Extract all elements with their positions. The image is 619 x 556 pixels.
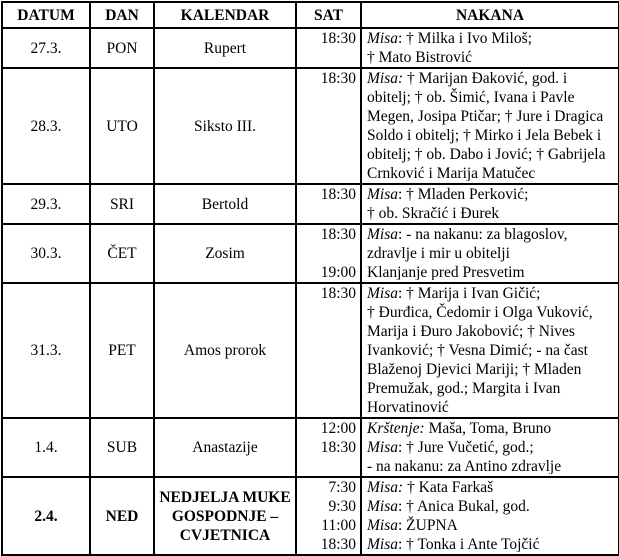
intention-text: - na nakanu: za Antino zdravlje (367, 458, 562, 475)
date-cell: 31.3. (2, 283, 90, 418)
intention-line (367, 244, 614, 263)
intention-type: Misa (367, 498, 398, 515)
intention-line (367, 360, 614, 379)
day-cell: ČET (90, 224, 154, 283)
intention-line (367, 379, 614, 398)
intention-text: Horvatinović (367, 399, 449, 416)
calendar-cell: Anastazije (154, 418, 296, 477)
calendar-cell: Rupert (154, 28, 296, 68)
time-value: 18:30 (320, 186, 356, 203)
day-cell: SRI (90, 184, 154, 224)
header-datum: DATUM (2, 2, 90, 28)
intention-line (367, 263, 614, 282)
table-row (2, 184, 619, 224)
time-value: 9:30 (328, 498, 356, 515)
intention-text: Crnković i Marija Matučec (367, 165, 536, 182)
header-row (2, 2, 619, 28)
time-cell (296, 28, 361, 68)
intention-line (367, 478, 614, 497)
header-sat: SAT (296, 2, 361, 28)
intention-line (367, 516, 614, 535)
calendar-cell: NEDJELJA MUKE GOSPODNJE – CVJETNICA (154, 477, 296, 555)
day-cell: PON (90, 28, 154, 68)
table-row (2, 418, 619, 477)
intention-text: † Đurđica, Čedomir i Olga Vuković, (367, 304, 593, 321)
time-cell (296, 184, 361, 224)
intention-text: zdravlje i mir u obitelji (367, 245, 510, 262)
mass-schedule-table (1, 1, 618, 556)
time-value: 19:00 (320, 264, 356, 281)
intention-line (367, 225, 614, 244)
time-cell (296, 418, 361, 477)
intention-cell (361, 283, 619, 418)
intention-line (367, 497, 614, 516)
intention-text: Ivanković; † Vesna Dimić; - na čast (367, 342, 588, 359)
header-nakana: NAKANA (361, 2, 619, 28)
intention-type: Misa (367, 517, 398, 534)
time-value: 18:30 (320, 226, 356, 243)
intention-type: Krštenje: (367, 420, 425, 437)
time-value: 18:30 (320, 285, 356, 302)
intention-text: : † Mladen Perković; (398, 186, 529, 203)
date-cell: 30.3. (2, 224, 90, 283)
intention-type: Misa: (367, 479, 404, 496)
date-cell: 27.3. (2, 28, 90, 68)
intention-line (367, 164, 614, 183)
time-value: 11:00 (321, 517, 356, 534)
intention-type: Misa (367, 30, 398, 47)
intention-cell (361, 418, 619, 477)
intention-type: Misa (367, 536, 398, 553)
time-cell (296, 283, 361, 418)
intention-text: : † Marija i Ivan Gičić; (398, 285, 541, 302)
intention-line (367, 284, 614, 303)
intention-line (367, 398, 614, 417)
time-value: 18:30 (320, 439, 356, 456)
intention-line (367, 29, 614, 48)
calendar-cell: Zosim (154, 224, 296, 283)
header-dan: DAN (90, 2, 154, 28)
table-row (2, 28, 619, 68)
intention-text: Maša, Toma, Bruno (424, 420, 552, 437)
intention-line (367, 204, 614, 223)
day-cell: UTO (90, 68, 154, 184)
intention-text: obitelj; † ob. Šimić, Ivana i Pavle (367, 89, 575, 106)
intention-cell (361, 184, 619, 224)
time-cell (296, 224, 361, 283)
intention-line (367, 48, 614, 67)
table-row (2, 283, 619, 418)
time-value: 18:30 (320, 70, 356, 87)
intention-cell (361, 28, 619, 68)
intention-line (367, 438, 614, 457)
intention-type: Misa (367, 285, 398, 302)
time-value: 12:00 (320, 420, 356, 437)
intention-text: Blaženoj Djevici Mariji; † Mladen (367, 361, 582, 378)
intention-line (367, 69, 614, 88)
table-row (2, 477, 619, 555)
intention-line (367, 107, 614, 126)
date-cell: 28.3. (2, 68, 90, 184)
intention-type: Misa (367, 186, 398, 203)
intention-text: : † Jure Vučetić, god.; (398, 439, 534, 456)
intention-text: Marija i Đuro Jakobović; † Nives (367, 323, 575, 340)
intention-type: Misa: (367, 70, 404, 87)
intention-text: obitelj; † ob. Dabo i Jović; † Gabrijela (367, 146, 606, 163)
intention-text: Klanjanje pred Presvetim (367, 264, 525, 281)
intention-cell (361, 68, 619, 184)
intention-line (367, 185, 614, 204)
intention-text: : † Milka i Ivo Miloš; (398, 30, 532, 47)
intention-text: Soldo i obitelj; † Mirko i Jela Bebek i (367, 127, 602, 144)
day-cell: SUB (90, 418, 154, 477)
intention-type: Misa (367, 226, 398, 243)
intention-text: † Marijan Đaković, god. i (403, 70, 568, 87)
date-cell: 29.3. (2, 184, 90, 224)
intention-line (367, 88, 614, 107)
time-cell (296, 68, 361, 184)
day-cell: PET (90, 283, 154, 418)
intention-text: † ob. Skračić i Đurek (367, 205, 500, 222)
intention-line (367, 322, 614, 341)
intention-line (367, 341, 614, 360)
intention-line (367, 419, 614, 438)
intention-text: † Mato Bistrović (367, 49, 473, 66)
calendar-cell: Bertold (154, 184, 296, 224)
intention-line (367, 145, 614, 164)
intention-text: : - na nakanu: za blagoslov, (398, 226, 568, 243)
day-cell: NED (90, 477, 154, 555)
intention-cell (361, 224, 619, 283)
intention-text: : † Tonka i Ante Tojčić (398, 536, 540, 553)
time-cell (296, 477, 361, 555)
intention-line (367, 126, 614, 145)
date-cell: 1.4. (2, 418, 90, 477)
calendar-cell: Siksto III. (154, 68, 296, 184)
table-row (2, 68, 619, 184)
table-row (2, 224, 619, 283)
intention-text: : ŽUPNA (398, 517, 458, 534)
intention-text: Megen, Josipa Ptičar; † Jure i Dragica (367, 108, 604, 125)
time-value (301, 244, 356, 263)
time-value: 7:30 (328, 479, 356, 496)
time-value: 18:30 (320, 30, 356, 47)
intention-type: Misa (367, 439, 398, 456)
intention-line (367, 535, 614, 554)
header-kalendar: KALENDAR (154, 2, 296, 28)
date-cell: 2.4. (2, 477, 90, 555)
intention-cell (361, 477, 619, 555)
calendar-cell: Amos prorok (154, 283, 296, 418)
intention-text: Premužak, god.; Margita i Ivan (367, 380, 561, 397)
intention-text: : † Anica Bukal, god. (398, 498, 530, 515)
intention-line (367, 303, 614, 322)
intention-line (367, 457, 614, 476)
intention-text: † Kata Farkaš (403, 479, 494, 496)
time-value: 18:30 (320, 536, 356, 553)
